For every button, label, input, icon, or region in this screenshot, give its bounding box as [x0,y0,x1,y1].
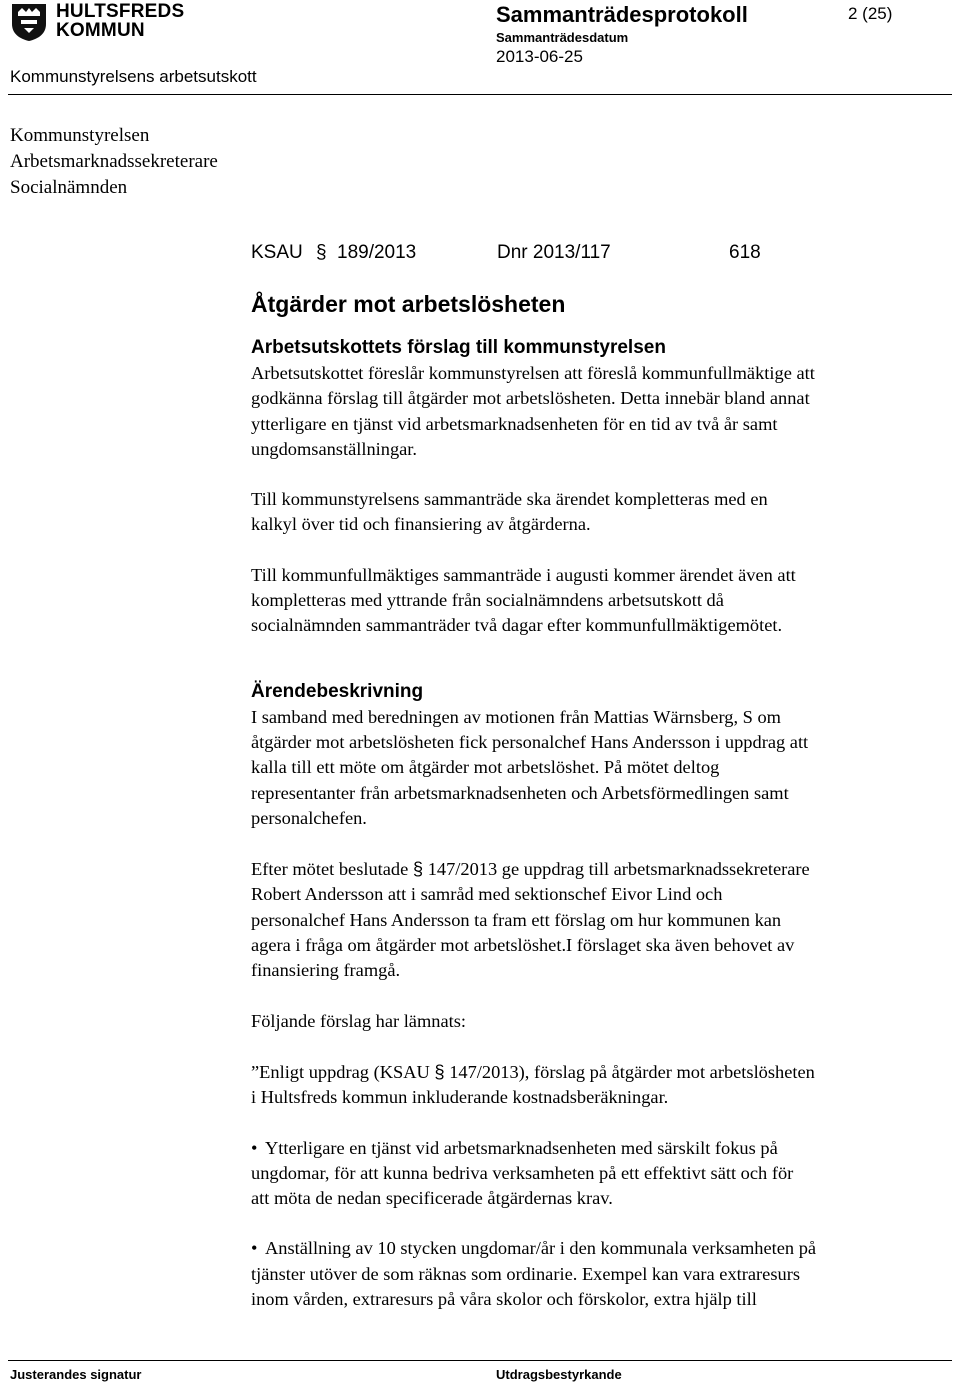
committee-name: Kommunstyrelsens arbetsutskott [10,67,257,86]
document-body [251,242,941,1312]
logo-wordmark [56,2,184,40]
list-item: • Anställning av 10 stycken ungdomar/år i den kommunala verksamheten på tjänster utöver de som räknas som ordinarie. Exempel kan vara extraresurs inom vården, extraresurs på våra skolor och förskolor, extra hjälp till [251,1238,817,1310]
recipient: Arbetsmarknadssekreterare [10,151,218,172]
header-divider [8,94,952,95]
logo-line-2: KOMMUN [56,20,145,41]
document-title: Sammanträdesprotokoll [496,2,748,27]
proposal-paragraph-3: Till kommunfullmäktiges sammanträde i augusti kommer ärendet även att kompletteras med yttrande från socialnämndens arbetsutskott då socialnämnden sammanträder två dagar efter kommunfullmäktigemötet. [251,564,796,636]
proposal-quote: ”Enligt uppdrag (KSAU § 147/2013), förslag på åtgärder mot arbetslösheten i Hultsfreds kommun inkluderande kostnadsberäkningar. [251,1060,815,1108]
extract-label: Utdragsbestyrkande [496,1367,622,1382]
page-number: 2 (25) [848,4,893,23]
case-reference [251,242,941,272]
meeting-date-label: Sammanträdesdatum [496,30,629,45]
municipality-logo [10,1,185,42]
recipient: Kommunstyrelsen [10,125,150,146]
description-paragraph-3: Följande förslag har lämnats: [251,1010,467,1031]
description-heading: Ärendebeskrivning [251,680,424,702]
coat-of-arms-icon [10,2,48,42]
ksau-label: KSAU [251,242,303,263]
ksau-number: 189/2013 [337,242,417,263]
bullet-icon: • [251,1238,258,1259]
footer-divider [8,1360,952,1361]
list-item: • Ytterligare en tjänst vid arbetsmarknadsenheten med särskilt fokus på ungdomar, för att kunna bedriva verksamheten på ett effektivt sätt och för att möta de nedan specificerade åtgärdernas krav. [251,1137,794,1209]
paragraph-sign: § [434,1060,445,1082]
logo-line-1: HULTSFREDS [56,1,185,22]
proposal-paragraph-1: Arbetsutskottet föreslår kommunstyrelsen att föreslå kommunfullmäktige att godkänna förslag till åtgärder mot arbetslösheten. Detta innebär bland annat ytterligare en tjänst vid arbetsmarknadsenheten för en tid av två år samt ungdomsanställningar. [251,363,815,459]
signature-label: Justerandes signatur [10,1367,142,1382]
proposal-paragraph-2: Till kommunstyrelsens sammanträde ska ärendet kompletteras med en kalkyl över tid och finansiering av åtgärderna. [251,489,768,535]
meeting-date-value: 2013-06-25 [496,47,583,66]
recipient: Socialnämnden [10,177,128,198]
description-paragraph-1: I samband med beredningen av motionen från Mattias Wärnsberg, S om åtgärder mot arbetslösheten fick personalchef Hans Andersson i uppdrag att kalla till ett möte om åtgärder mot arbetslöshet. På mötet deltog representanter från arbetsmarknadsenheten och Arbetsförmedlingen samt personalchefen. [251,706,809,828]
description-paragraph-2: Efter mötet beslutade § 147/2013 ge uppdrag till arbetsmarknadssekreterare Robert Andersson att i samråd med sektionschef Eivor Lind och personalchef Hans Andersson ta fram ett förslag om hur kommunen kan agera i fråga om åtgärder mot arbetslöshet.I förslaget ska även behovet av finansiering framgå. [251,858,810,981]
paragraph-sign: § [412,858,424,880]
diary-number: Dnr 2013/117 [497,242,611,263]
main-title: Åtgärder mot arbetslösheten [251,291,566,317]
paragraph-sign: § [316,242,327,263]
case-code: 618 [729,242,761,263]
proposal-heading: Arbetsutskottets förslag till kommunstyrelsen [251,337,666,358]
bullet-icon: • [251,1137,258,1158]
recipient-list [10,123,218,201]
